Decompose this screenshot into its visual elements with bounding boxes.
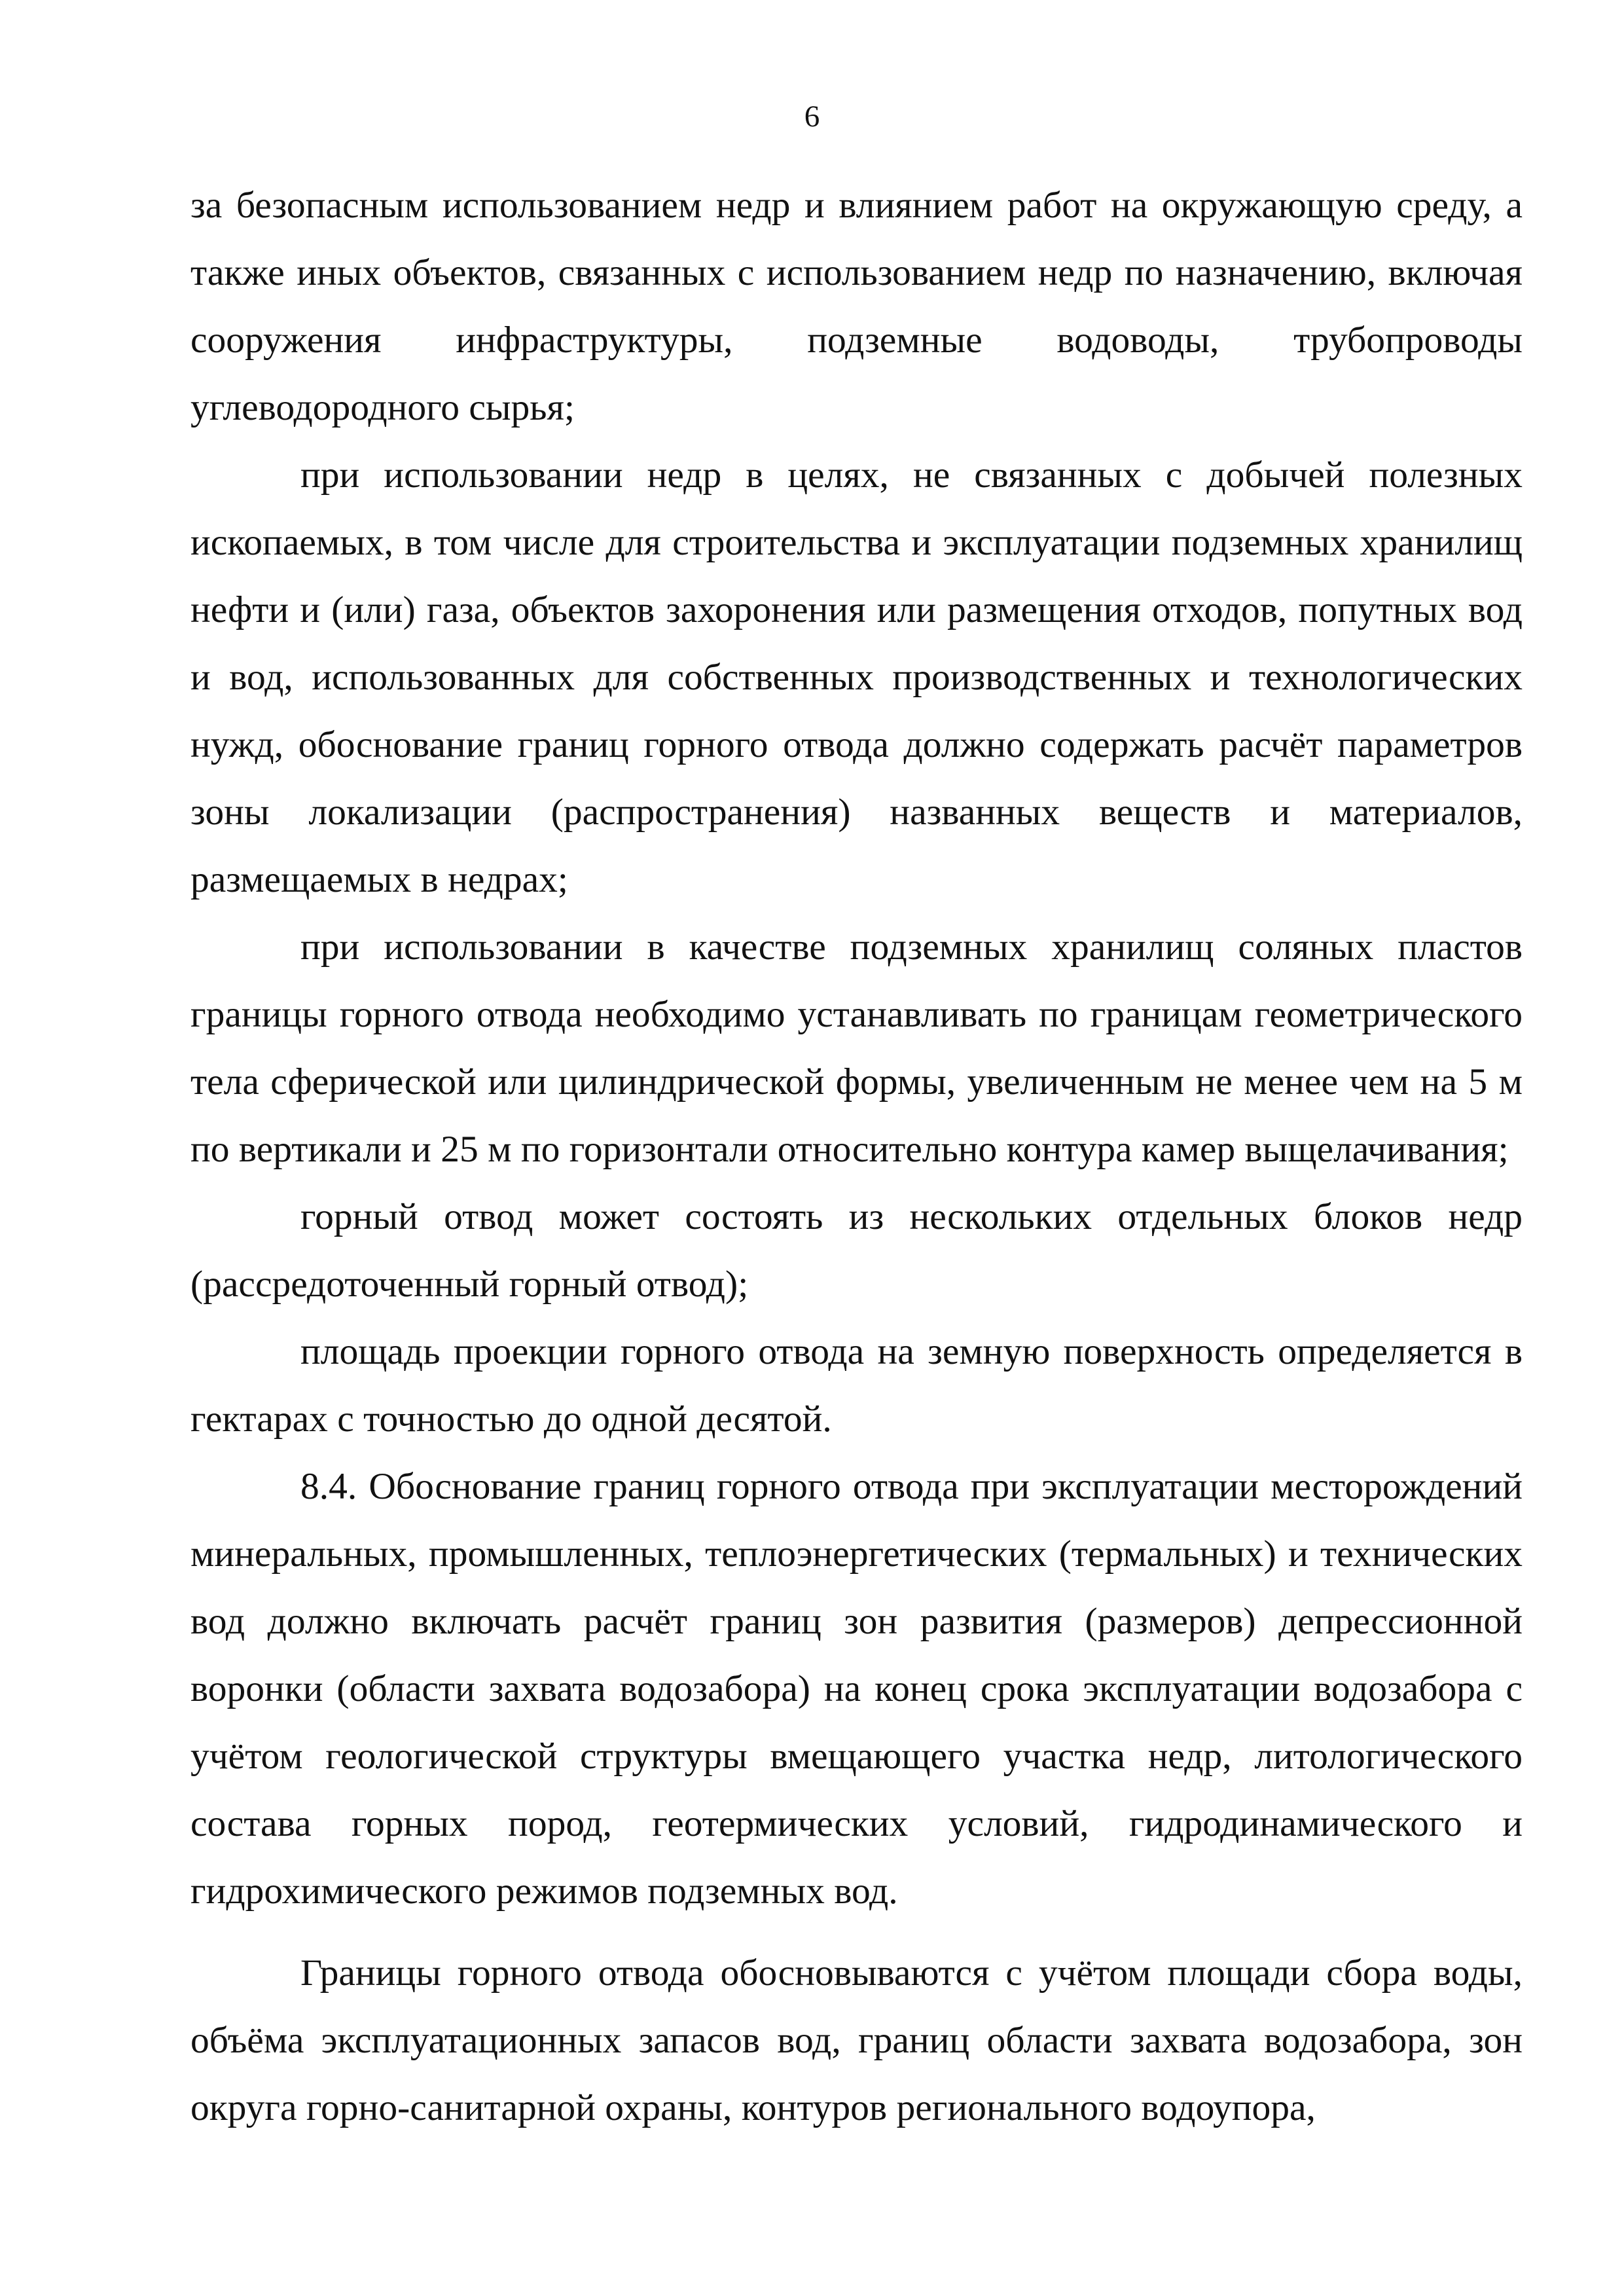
paragraph-continuation: за безопасным использованием недр и влиянием работ на окружающую среду, а также иных объектов, связанных с использованием недр по назначению, включая сооружения инфраструктуры, подземные водоводы, трубопроводы углеводородного сырья; (190, 185, 1523, 428)
paragraph-dispersed-allotment: горный отвод может состоять из нескольких отдельных блоков недр (рассредоточенный горный отвод); (190, 1196, 1523, 1305)
paragraph-section-8-4: 8.4. Обоснование границ горного отвода при эксплуатации месторождений минеральных, промышленных, теплоэнергетических (термальных) и технических вод должно включать расчёт границ зон развития (размеров) депрессионной воронки (области захвата водозабора) на конец срока эксплуатации водозабора с учётом геологической структуры вмещающего участка недр, литологического состава горных пород, геотермических условий, гидродинамического и гидрохимического режимов подземных вод. (190, 1466, 1523, 1912)
paragraph-salt-layers: при использовании в качестве подземных хранилищ соляных пластов границы горного отвода необходимо устанавливать по границам геометрического тела сферической или цилиндрической формы, увеличенным не менее чем на 5 м по вертикали и 25 м по горизонтали относительно контура камер выщелачивания; (190, 926, 1523, 1170)
document-body (190, 172, 1523, 2141)
paragraph-boundaries-justification: Границы горного отвода обосновываются с учётом площади сбора воды, объёма эксплуатационных запасов вод, границ области захвата водозабора, зон округа горно-санитарной охраны, контуров регионального водоупора, (190, 1952, 1523, 2128)
paragraph-storage-requirements: при использовании недр в целях, не связанных с добычей полезных ископаемых, в том числе для строительства и эксплуатации подземных хранилищ нефти и (или) газа, объектов захоронения или размещения отходов, попутных вод и вод, использованных для собственных производственных и технологических нужд, обоснование границ горного отвода должно содержать расчёт параметров зоны локализации (распространения) названных веществ и материалов, размещаемых в недрах; (190, 454, 1523, 900)
paragraph-projection-area: площадь проекции горного отвода на земную поверхность определяется в гектарах с точностью до одной десятой. (190, 1331, 1523, 1440)
page-number: 6 (804, 100, 820, 134)
